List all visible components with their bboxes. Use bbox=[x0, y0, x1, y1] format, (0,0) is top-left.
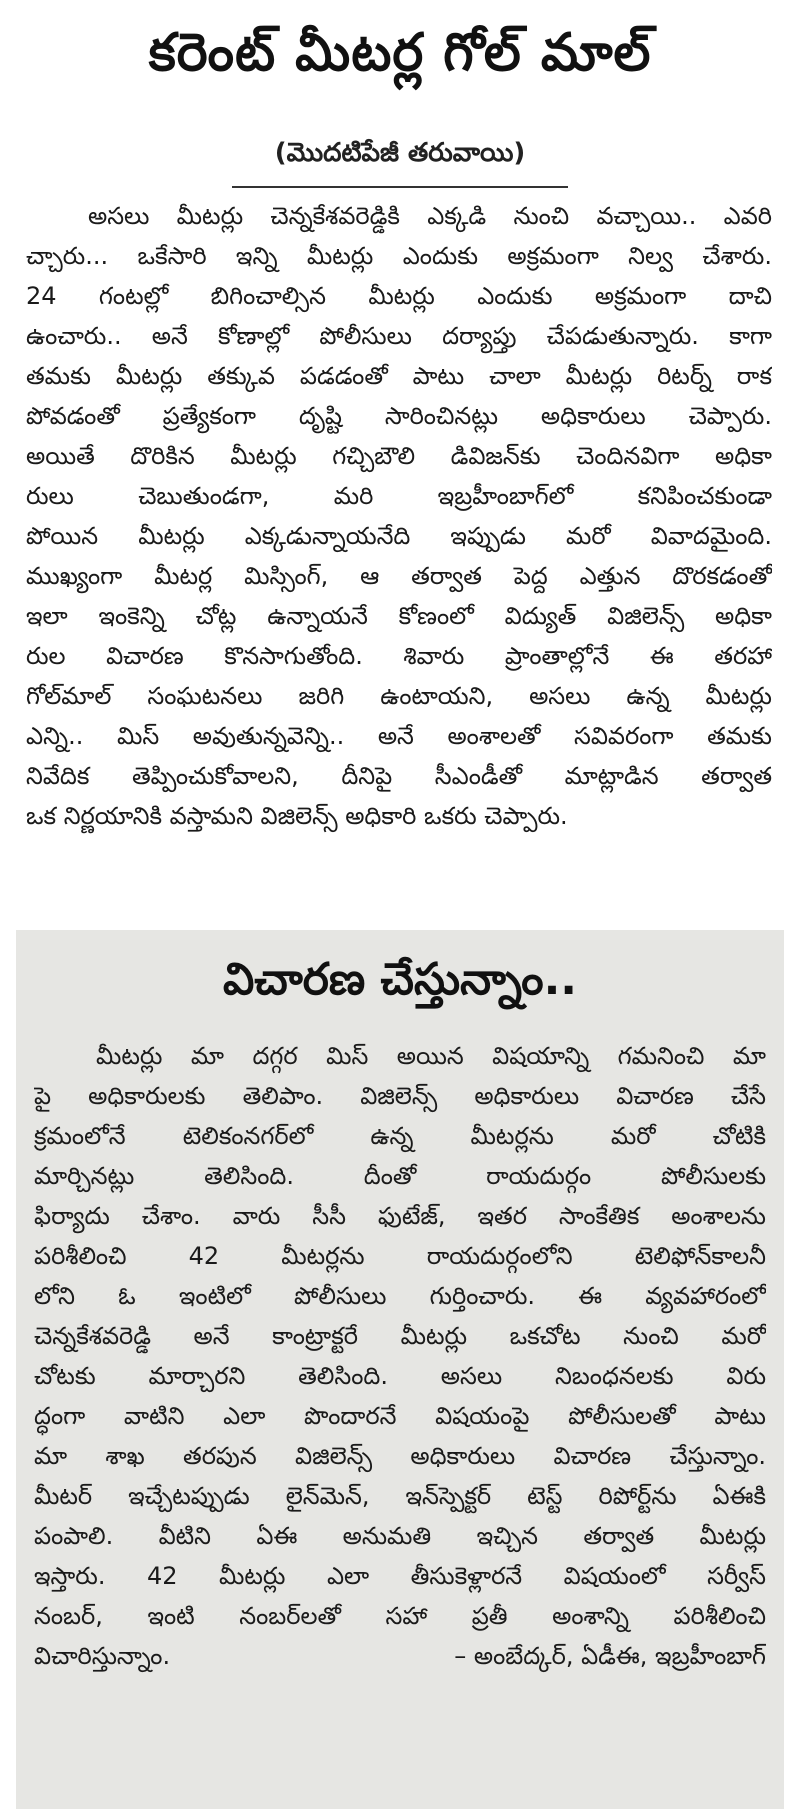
box-line: ద్ధంగా వాటిని ఎలా పొందారనే విషయంపై పోలీసులతో పాటు bbox=[34, 1402, 766, 1430]
box-line: మీటర్లు మా దగ్గర మిస్ అయిన విషయాన్ని గమనించి మా bbox=[96, 1042, 766, 1070]
article-line: ముఖ్యంగా మీటర్ల మిస్సింగ్, ఆ తర్వాత పెద్ద ఎత్తున దొరకడంతో bbox=[26, 562, 772, 590]
article-line: 24 గంటల్లో బిగించాల్సిన మీటర్లు ఎందుకు అక్రమంగా దాచి bbox=[26, 282, 772, 310]
closing-text: విచారిస్తున్నాం. bbox=[34, 1642, 171, 1670]
article-line: ఉంచారు.. అనే కోణాల్లో పోలీసులు దర్యాప్తు చేపడుతున్నారు. కాగా bbox=[26, 322, 772, 350]
article-line: రుల విచారణ కొనసాగుతోంది. శివారు ప్రాంతాల్లోనే ఈ తరహా bbox=[26, 642, 772, 670]
box-line: ఫిర్యాదు చేశాం. వారు సీసీ ఫుటేజ్, ఇతర సాంకేతిక అంశాలను bbox=[34, 1202, 766, 1230]
article-line: పోయిన మీటర్లు ఎక్కడున్నాయనేది ఇప్పుడు మరో వివాదమైంది. bbox=[26, 522, 772, 550]
article-line: గోల్‌మాల్ సంఘటనలు జరిగి ఉంటాయని, అసలు ఉన్న మీటర్లు bbox=[26, 682, 772, 710]
box-line: మా శాఖ తరపున విజిలెన్స్ అధికారులు విచారణ చేస్తున్నాం. bbox=[34, 1442, 766, 1470]
box-line: చోటకు మార్చారని తెలిసింది. అసలు నిబంధనలకు విరు bbox=[34, 1362, 766, 1390]
box-line: లోని ఓ ఇంటిలో పోలీసులు గుర్తించారు. ఈ వ్యవహారంలో bbox=[34, 1282, 766, 1310]
box-subheading: విచారణ చేస్తున్నాం.. bbox=[222, 954, 578, 1005]
box-line: చెన్నకేశవరెడ్డి అనే కాంట్రాక్టరే మీటర్లు ఒకచోట నుంచి మరో bbox=[34, 1322, 766, 1350]
article-line: అయితే దొరికిన మీటర్లు గచ్చిబౌలి డివిజన్‌కు చెందినవిగా అధికా bbox=[26, 442, 772, 470]
article-line: పోవడంతో ప్రత్యేకంగా దృష్టి సారించినట్లు అధికారులు చెప్పారు. bbox=[26, 402, 772, 430]
box-line: మార్చినట్లు తెలిసింది. దీంతో రాయదుర్గం పోలీసులకు bbox=[34, 1162, 766, 1190]
article-line: నివేదిక తెప్పించుకోవాలని, దీనిపై సీఎండీతో మాట్లాడిన తర్వాత bbox=[26, 762, 772, 790]
article-line: ఇలా ఇంకెన్ని చోట్ల ఉన్నాయనే కోణంలో విద్యుత్ విజిలెన్స్ అధికా bbox=[26, 602, 772, 630]
box-line: నంబర్, ఇంటి నంబర్‌లతో సహా ప్రతీ అంశాన్ని పరిశీలించి bbox=[34, 1602, 766, 1630]
continued-from-label: (మొదటిపేజీ తరువాయి) bbox=[274, 138, 526, 168]
article-line: ఒక నిర్ణయానికి వస్తామని విజిలెన్స్ అధికారి ఒకరు చెప్పారు. bbox=[26, 802, 568, 830]
headline: కరెంట్ మీటర్ల గోల్ మాల్ bbox=[148, 23, 652, 83]
box-line: పంపాలి. వీటిని ఏఈ అనుమతి ఇచ్చిన తర్వాత మీటర్లు bbox=[34, 1522, 766, 1550]
box-line: మీటర్ ఇచ్చేటప్పుడు లైన్‌మెన్, ఇన్‌స్పెక్టర్ టెస్ట్ రిపోర్ట్‌ను ఏఈకి bbox=[34, 1482, 766, 1510]
box-line: ఇస్తారు. 42 మీటర్లు ఎలా తీసుకెళ్లారనే విషయంలో సర్వీస్ bbox=[34, 1562, 766, 1590]
box-line: పై అధికారులకు తెలిపాం. విజిలెన్స్ అధికారులు విచారణ చేసే bbox=[34, 1082, 766, 1110]
box-line: క్రమంలోనే టెలికంనగర్‌లో ఉన్న మీటర్లను మరో చోటికి bbox=[34, 1122, 766, 1150]
article-line: తమకు మీటర్లు తక్కువ పడడంతో పాటు చాలా మీటర్లు రిటర్న్ రాక bbox=[26, 362, 772, 390]
article-body bbox=[26, 196, 772, 836]
box-body bbox=[34, 1036, 766, 1676]
article-line: చ్చారు... ఒకేసారి ఇన్ని మీటర్లు ఎందుకు అక్రమంగా నిల్వ చేశారు. bbox=[26, 242, 772, 270]
signature-line bbox=[34, 1636, 766, 1676]
divider bbox=[232, 186, 568, 188]
attribution: – అంబేద్కర్, ఏడీఈ, ఇబ్రహీంబాగ్ bbox=[454, 1642, 766, 1670]
box-line: పరిశీలించి 42 మీటర్లను రాయదుర్గంలోని టెలిఫోన్‌కాలనీ bbox=[34, 1242, 766, 1270]
article-line: ఎన్ని.. మిస్ అవుతున్నవెన్ని.. అనే అంశాలతో సవివరంగా తమకు bbox=[26, 722, 772, 750]
article-line: అసలు మీటర్లు చెన్నకేశవరెడ్డికి ఎక్కడి నుంచి వచ్చాయి.. ఎవరి bbox=[88, 202, 772, 230]
article-line: రులు చెబుతుండగా, మరి ఇబ్రహీంబాగ్‌లో కనిపించకుండా bbox=[26, 482, 772, 510]
